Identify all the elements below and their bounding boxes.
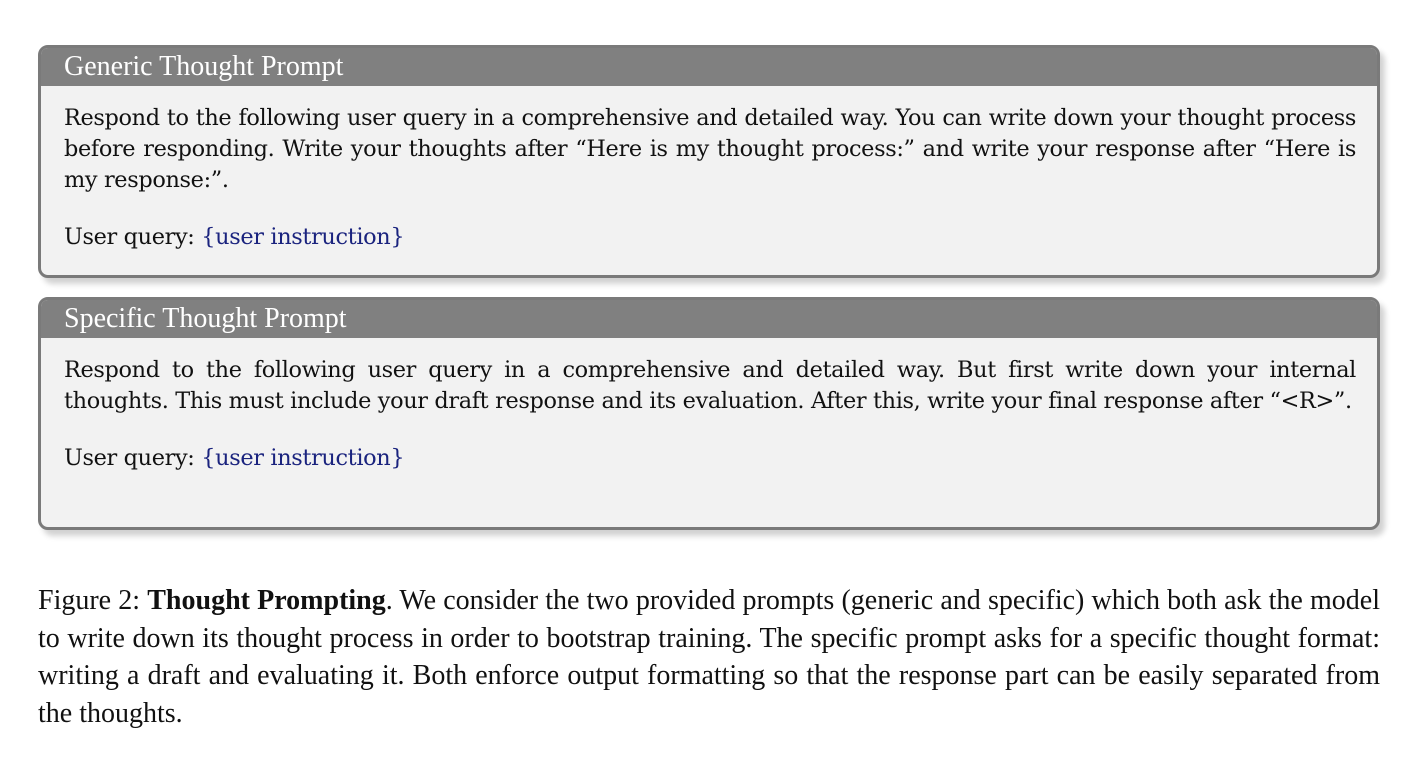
- prompt-body: [41, 86, 1377, 253]
- figure-caption: [38, 582, 1380, 732]
- specific-thought-prompt-box: [38, 297, 1380, 530]
- prompt-body: [41, 338, 1377, 474]
- user-query-line: [64, 222, 1356, 253]
- user-query-line: [64, 443, 1356, 474]
- user-instruction-placeholder: {user instruction}: [201, 445, 405, 471]
- prompt-title: Specific Thought Prompt: [41, 300, 1377, 338]
- user-query-label: User query:: [64, 224, 195, 250]
- user-instruction-placeholder: {user instruction}: [201, 224, 405, 250]
- prompt-instruction: Respond to the following user query in a comprehensive and detailed way. You can write down your thought process before responding. Write your thoughts after “Here is my thought process:” and write your response after “Here is my response:”.: [64, 105, 1356, 193]
- generic-thought-prompt-box: [38, 45, 1380, 278]
- prompt-title: Generic Thought Prompt: [41, 48, 1377, 86]
- figure-title: Thought Prompting: [147, 585, 386, 616]
- figure-label: Figure 2:: [38, 585, 141, 616]
- figure-caption-text: . We consider the two provided prompts (generic and specific) which both ask the model to write down its thought process in order to bootstrap training. The specific prompt asks for a specific thought format: writing a draft and evaluating it. Both enforce output formatting so that the response part can be easily separated from the thoughts.: [38, 585, 1380, 729]
- prompt-instruction: Respond to the following user query in a comprehensive and detailed way. But first write down your internal thoughts. This must include your draft response and its evaluation. After this, write your final response after “<R>”.: [64, 357, 1356, 414]
- user-query-label: User query:: [64, 445, 195, 471]
